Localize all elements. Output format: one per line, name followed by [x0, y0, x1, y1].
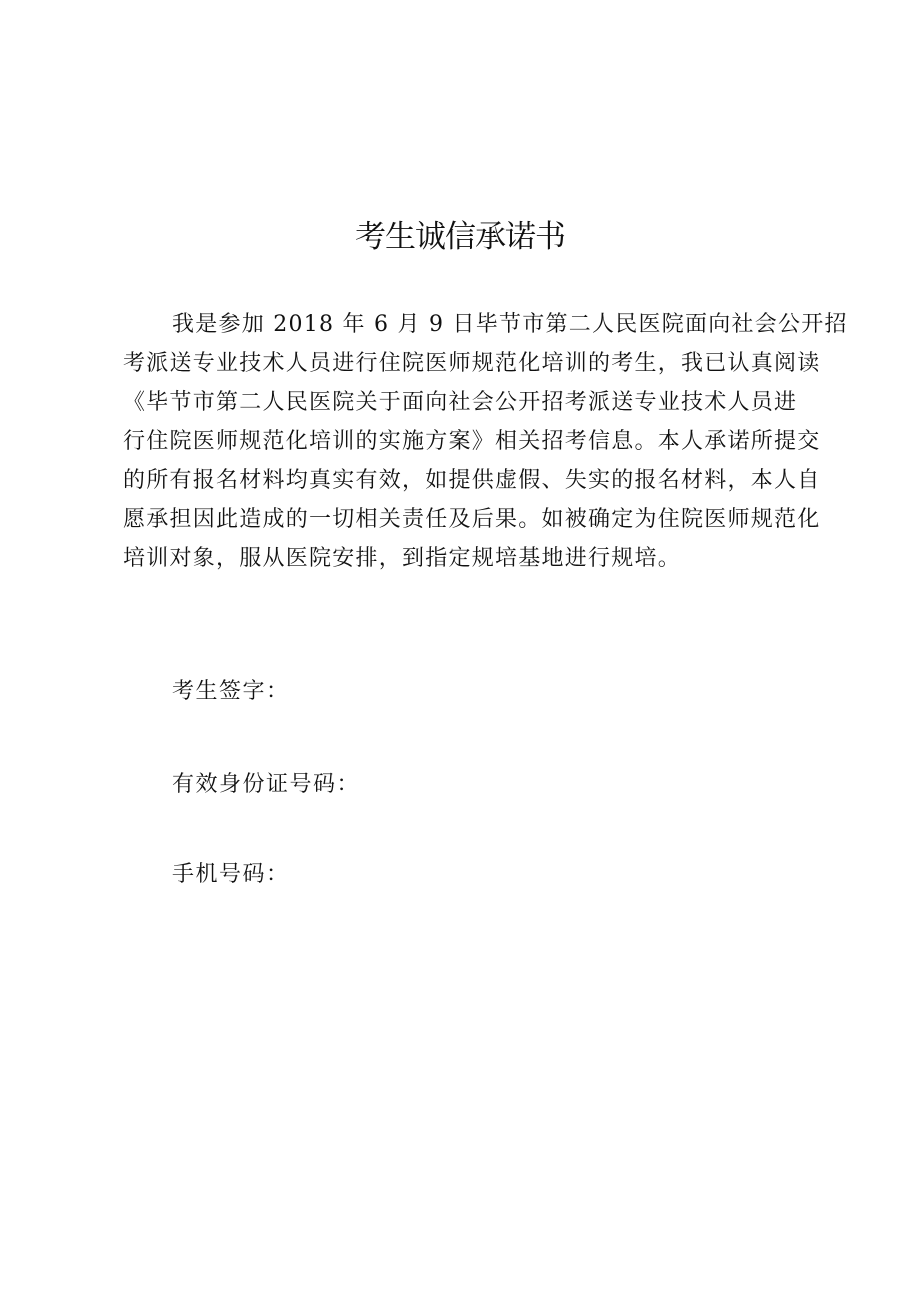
- paragraph-line: 的所有报名材料均真实有效，如提供虚假、失实的报名材料，本人自: [123, 468, 821, 493]
- paragraph-line: 培训对象，服从医院安排，到指定规培基地进行规培。: [123, 546, 682, 571]
- paragraph-line: 考派送专业技术人员进行住院医师规范化培训的考生，我已认真阅读: [123, 351, 821, 376]
- paragraph-line: 《毕节市第二人民医院关于面向社会公开招考派送专业技术人员进: [123, 390, 798, 415]
- commitment-paragraph: [123, 305, 848, 578]
- paragraph-line: 愿承担因此造成的一切相关责任及后果。如被确定为住院医师规范化: [123, 507, 821, 532]
- signature-label: 考生签字：: [172, 679, 290, 704]
- id-number-label: 有效身份证号码：: [172, 772, 361, 797]
- paragraph-line: 行住院医师规范化培训的实施方案》相关招考信息。本人承诺所提交: [123, 429, 821, 454]
- document-title: 考生诚信承诺书: [355, 219, 565, 255]
- paragraph-line: 我是参加 2018 年 6 月 9 日毕节市第二人民医院面向社会公开招: [172, 312, 848, 337]
- phone-label: 手机号码：: [172, 862, 290, 887]
